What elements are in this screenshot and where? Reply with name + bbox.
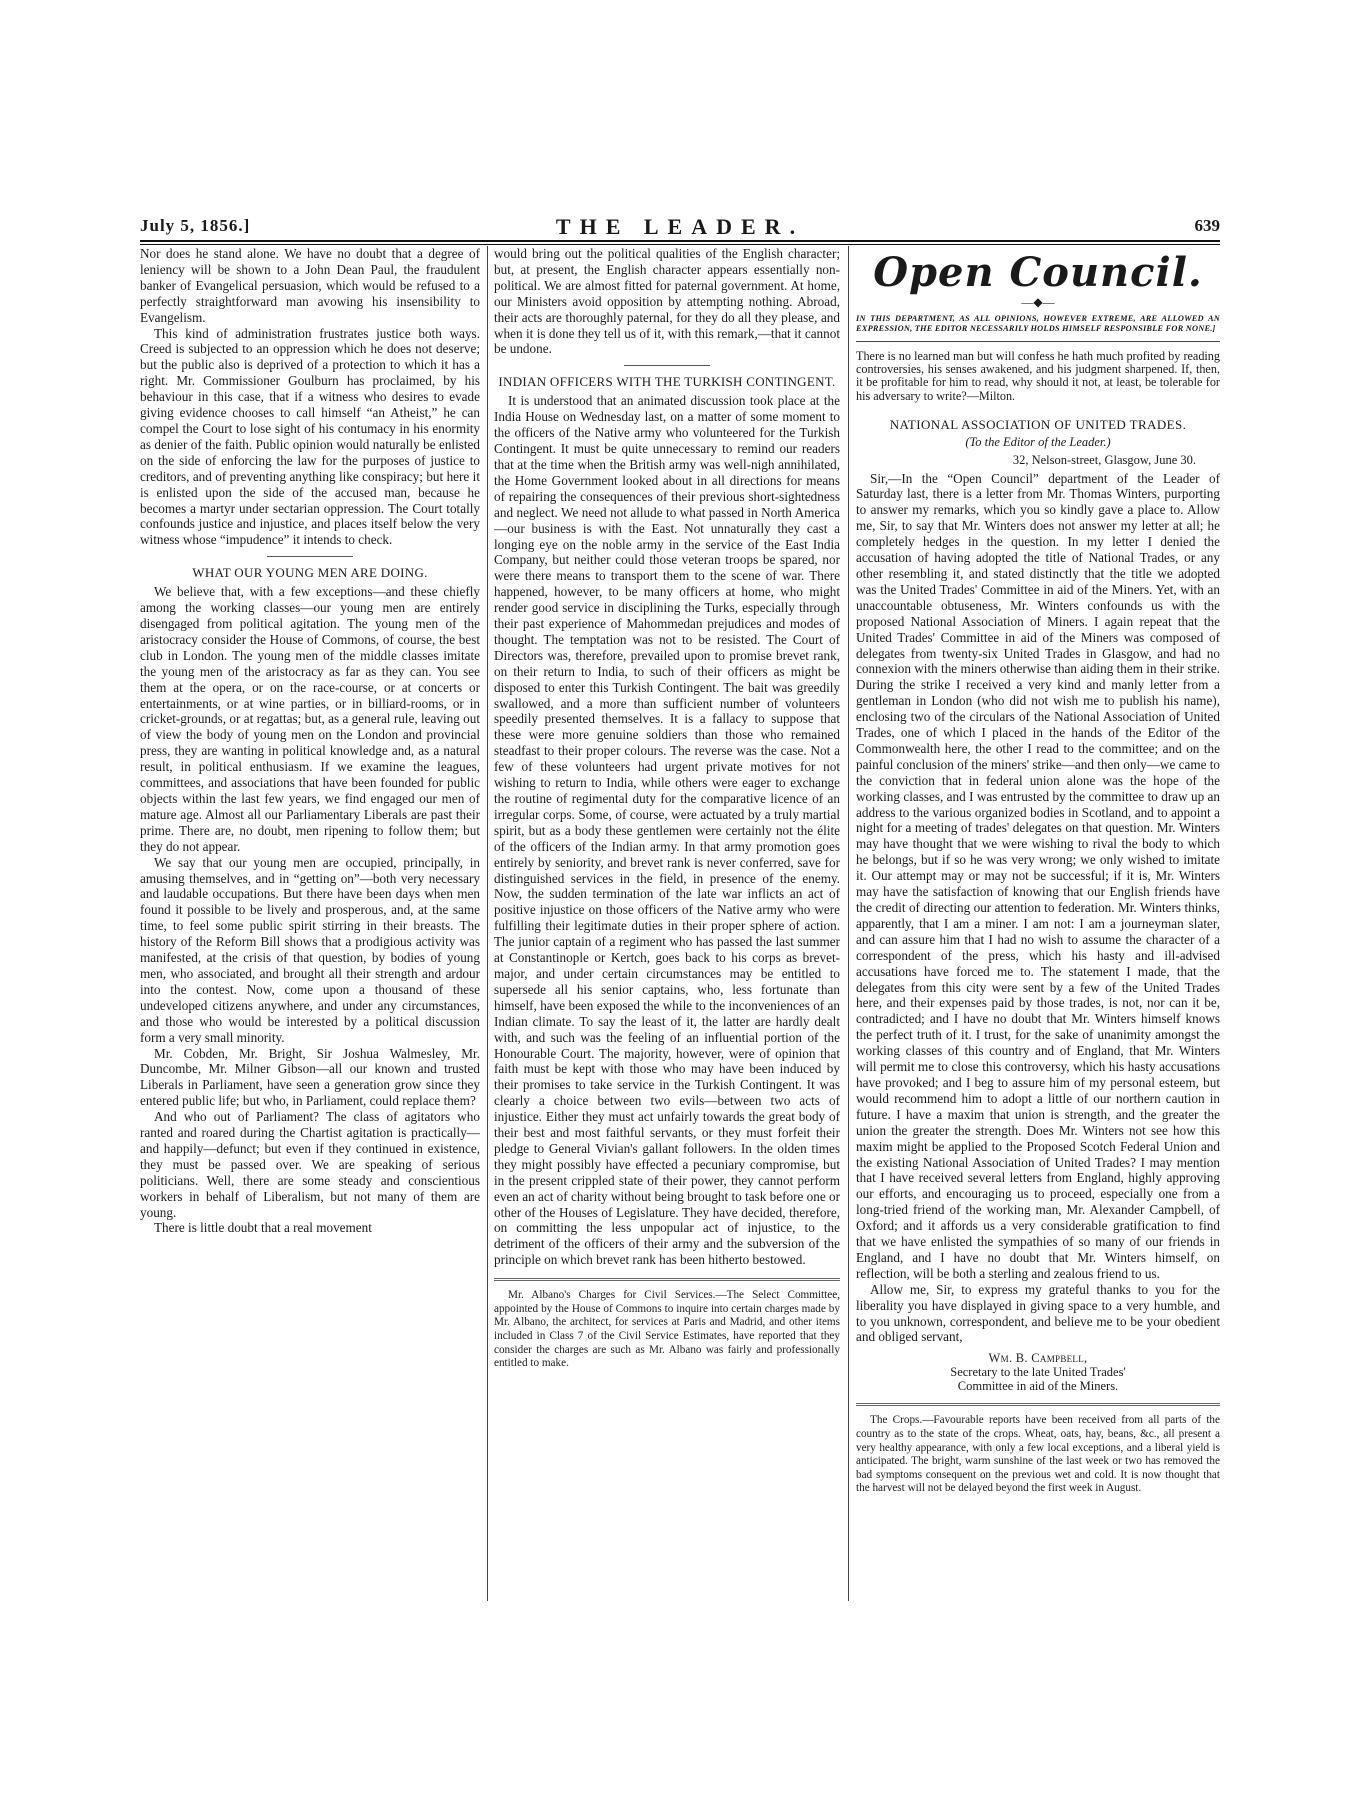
masthead-title: THE LEADER.: [555, 214, 805, 239]
section-separator: [856, 1403, 1220, 1406]
section-separator: [494, 1278, 840, 1281]
section-separator: [624, 365, 710, 366]
signature-name: Wm. B. Campbell,: [988, 1351, 1088, 1366]
signature: [856, 1351, 1220, 1393]
editorial-notice: IN THIS DEPARTMENT, AS ALL OPINIONS, HOWEVER EXTREME, ARE ALLOWED AN EXPRESSION, THE EDITOR NECESSARILY HOLDS HIMSELF RESPONSIBLE FOR NONE.]: [856, 314, 1220, 333]
column-1: [140, 246, 480, 1236]
paragraph: It is understood that an animated discussion took place at the India House on Wednesday last, on a matter of some moment to the officers of the Native army who volunteered for the Turkish Contingent. It must be quite unnecessary to remind our readers that at the time when the British army was well-nigh annihilated, the Home Government looked about in all directions for means of repairing the consequences of their previous short-sightedness and neglect. We need not allude to what passed in North America—our business is with the East. Not unnaturally they cast a longing eye on the noble army in the service of the East India Company, but neither could those veteran troops be spared, nor were there means to transport them to the scene of war. There happened, however, to be many officers at home, who might render good service in disciplining the Turks, especially through their past experience of Mahommedan prejudices and modes of thought. The temptation was not to be resisted. The Court of Directors was, therefore, prevailed upon to promise brevet rank, on their return to India, to such of their officers as might be disposed to enter this Turkish Contingent. The bait was greedily swallowed, and a more than sufficient number of volunteers speedily presented themselves. It is a fallacy to suppose that these were more genuine soldiers than those who remained steadfast to their proper colours. The reverse was the case. Not a few of these volunteers had urgent private motives for not wishing to return to India, while others were eager to exchange the routine of regimental duty for the comparative licence of an irregular corps. Some, of course, were actuated by a truly martial spirit, but as a body these gentlemen were certainly not the élite of the officers of the Indian army. In that army promotion goes entirely by seniority, and brevet rank is never conferred, save for distinguished services in the field, in presence of the enemy. Now, the sudden termination of the late war inflicts an act of positive injustice on those officers of the Native army who were fulfilling their legitimate duties in their proper sphere of action. The junior captain of a regiment who has passed the last summer at Constantinople or Kertch, goes back to his corps as brevet-major, and under certain circumstances may be entitled to supersede all his senior captains, who, less fortunate than himself, have been exposed the while to the inconveniences of an Indian climate. To say the least of it, the latter are hardly dealt with, and such was the feeling of an influential portion of the Honourable Court. The majority, however, were of opinion that faith must be kept with those who may have been induced by their promises to take service in the Turkish Contingent. It was clearly a choice between two evils—between two acts of injustice. Either they must act unfairly towards the great body of their best and most faithful servants, or they must forfeit their pledge to General Vivian's gallant followers. In the olden times they might possibly have effected a pecuniary compromise, but in the present crippled state of their power, they cannot perform even an act of charity without being brought to task before one or other of the Houses of Legislature. They have decided, therefore, on committing the less unpopular act of injustice, to the detriment of the officers of their army and the subversion of the principle on which brevet rank has been hitherto bestowed.: [494, 393, 840, 1268]
section-title: Open Council.: [873, 249, 1203, 296]
paragraph: The Crops.—Favourable reports have been received from all parts of the country as to the state of the crops. Wheat, oats, hay, beans, &c., all present a very healthy appearance, with only a few local exceptions, and a liberal yield is anticipated. The bright, warm sunshine of the last week or two has removed the bad symptoms consequent on the previous wet and cold. It is now thought that the harvest will not be delayed beyond the first week in August.: [856, 1414, 1220, 1495]
paragraph: There is little doubt that a real movement: [154, 1220, 372, 1236]
signature-title: Committee in aid of the Miners.: [957, 1379, 1119, 1394]
column-2: [494, 246, 840, 1371]
paragraph: Mr. Cobden, Mr. Bright, Sir Joshua Walmesley, Mr. Duncombe, Mr. Milner Gibson—all our known and trusted Liberals in Parliament, have seen a generation grow since they entered public life; but who, in Parliament, could replace them?: [140, 1045, 480, 1109]
paragraph: Nor does he stand alone. We have no doubt that a degree of leniency will be shown to a John Dean Paul, the fraudulent banker of Evangelical persuasion, which would be refused to a perfectly straightforward man avowing his insensibility to Evangelism.: [140, 246, 480, 325]
divider: [856, 341, 1220, 342]
ornament-divider: —◆—: [1021, 295, 1055, 309]
header-rule: [140, 240, 1220, 242]
paragraph: We say that our young men are occupied, principally, in amusing themselves, and in “getting on”—both very necessary and laudable occupations. But there have been days when men found it possible to be lively and prosperous, and, at the same time, to feel some public spirit stirring in their breasts. The history of the Reform Bill shows that a prodigious activity was manifested, at the crisis of that question, by bodies of young men, who associated, and brought all their strength and ardour into the contest. Now, come upon a thousand of these undeveloped citizens anywhere, and under any circumstances, and those who would be interested by a political discussion form a very small minority.: [140, 854, 480, 1045]
paragraph: This kind of administration frustrates justice both ways. Creed is subjected to an oppression which he does not deserve; but the public also is deprived of a protection to which it has a right. Mr. Commissioner Goulburn has proclaimed, by his behaviour in this case, that if a witness who desires to evade giving evidence chooses to call himself “an Atheist,” he can compel the Court to lose sight of his contumacy in his enormity as denier of the faith. Public opinion would naturally be enlisted on the side of enforcing the law for the purposes of justice to creditors, and of preventing anything like conspiracy; but here it is enlisted upon the side of the accused man, because he becomes a martyr under sectarian oppression. The Court totally confounds justice and injustice, and places itself below the very witness whose “impudence” it intends to check.: [140, 325, 480, 548]
column-divider: [848, 246, 849, 1601]
paragraph: would bring out the political qualities of the English character; but, at present, the English character appears essentially non-political. We are almost fitted for paternal government. At home, our Ministers avoid opposition by attempting nothing. Abroad, their acts are thoroughly paternal, for they do all they please, and when it is done they tell us of it, with this remark,—that it cannot be undone.: [494, 246, 840, 357]
issue-date: July 5, 1856.]: [140, 216, 251, 235]
article-heading: WHAT OUR YOUNG MEN ARE DOING.: [192, 565, 428, 581]
signature-title: Secretary to the late United Trades': [950, 1365, 1126, 1380]
article-heading: INDIAN OFFICERS WITH THE TURKISH CONTINGENT.: [498, 374, 836, 390]
paragraph: And who out of Parliament? The class of agitators who ranted and roared during the Chartist agitation is practically—and happily—defunct; but even if they continued in existence, they must be passed over. We are speaking of serious politicians. Well, there are some steady and conscientious workers in behalf of Liberalism, but not many of them are young.: [140, 1109, 480, 1220]
paragraph: Sir,—In the “Open Council” department of the Leader of Saturday last, there is a letter from Mr. Thomas Winters, purporting to answer my remarks, which you so kindly gave a place to. Allow me, Sir, to say that Mr. Winters does not answer my letter at all; he completely hedges in the question. In my letter I denied the accusation of having adopted the title of National Trades, or any other resembling it, and stated distinctly that the title we adopted was the United Trades' Committee in aid of the Miners. Yet, with an unaccountable obtuseness, Mr. Winters confounds us with the proposed National Association of Miners. I again repeat that the United Trades' Committee in aid of the Miners was composed of delegates from twenty-six United Trades in Glasgow, and had no connexion with the miners otherwise than aiding them in their strike. During the strike I received a very kind and manly letter from a gentleman in London (who did not wish me to publish his name), enclosing two of the circulars of the National Association of United Trades, one of which I placed in the hands of the Editor of the Commonwealth here, the other I read to the committee; and on the painful conclusion of the miners' strike—and then only—we came to the conviction that in federal union alone was the hope of the working classes, and I was entrusted by the committee to draw up an address to the various organized bodies in Scotland, and to appoint a night for a meeting of trades' delegates on that question. Mr. Winters may have thought that we were wishing to rival the body to which he belongs, but if so he was very wrong; we only wished to imitate it. Our attempt may or may not be successful; if it is, Mr. Winters may have the satisfaction of knowing that our English friends have the credit of directing our attention to federation. Mr. Winters thinks, apparently, that I am a miner. I am not: I am a journeyman slater, and can assure him that I had no wish to assume the character of a correspondent of the press, which his hasty and ill-advised accusations have forced me to. The statement I made, that the delegates from this city were sent by a few of the United Trades here, and their expenses paid by those trades, is not, nor can it be, contradicted; and I have no doubt that Mr. Winters himself knows the perfect truth of it. I trust, for the sake of unanimity amongst the working classes of this country and of England, that Mr. Winters will permit me to close this controversy, which his hasty accusations have provoked; and I beg to assure him of my personal esteem, but would recommend him to adopt a little of our northern caution in future. I have a maxim that union is strength, and the greater the union the greater the strength. Does Mr. Winters not see how this maxim might be applied to the Proposed Scotch Federal Union and the existing National Association of United Trades? I may mention that I have received several letters from England, highly approving our efforts, and encouraging us to proceed, especially one from a long-tried friend of the working man, Mr. Alexander Campbell, of Oxford; and it affords us a very considerable gratification to find that we have enlisted the sympathies of so many of our friends in England, and I have no doubt that Mr. Winters himself, on reflection, will be both a sterling and zealous friend to us.: [856, 470, 1220, 1281]
header-rule-thin: [140, 244, 1220, 245]
letter-heading: NATIONAL ASSOCIATION OF UNITED TRADES.: [889, 416, 1187, 432]
paragraph: Allow me, Sir, to express my grateful thanks to you for the liberality you have displayed in giving space to a very humble, and to you unknown, correspondent, and believe me to be your obedient and obliged servant,: [856, 1281, 1220, 1345]
column-3: [856, 246, 1220, 1496]
column-divider: [487, 246, 488, 1601]
letter-addressee: (To the Editor of the Leader.): [965, 434, 1111, 449]
section-separator: [267, 556, 353, 557]
paragraph: Mr. Albano's Charges for Civil Services.—The Select Committee, appointed by the House of Commons to inquire into certain charges made by Mr. Albano, the architect, for services at Paris and Madrid, and other items included in Class 7 of the Civil Service Estimates, have reported that they consider the charges are such as Mr. Albano was fairly and professionally entitled to make.: [494, 1289, 840, 1370]
motto: There is no learned man but will confess he hath much profited by reading controversies, his senses awakened, and his judgment sharpened. If, then, it be profitable for him to read, why should it not, at least, be tolerable for his adversary to write?—Milton.: [856, 349, 1220, 403]
paragraph: We believe that, with a few exceptions—and these chiefly among the working classes—our young men are entirely disengaged from political agitation. The young men of the aristocracy consider the House of Commons, of course, the best club in London. The young men of the middle classes imitate the young men of the aristocracy as far as they can. You see them at the opera, or on the race-course, or at concerts or entertainments, or at wine parties, or in billiard-rooms, or in cricket-grounds, or at regattas; but, as a general rule, leaving out of view the body of young men on the London and provincial press, they are wanting in political knowledge and, as a natural result, in political enthusiasm. If we examine the leagues, committees, and associations that have been founded for public objects within the last few years, we find engaged our men of mature age. Almost all our Parliamentary Liberals are past their prime. There are, no doubt, men ripening to follow them; but they do not appear.: [140, 584, 480, 854]
letter-address: 32, Nelson-street, Glasgow, June 30.: [1012, 452, 1196, 467]
page-header: [140, 214, 1220, 239]
page-number: 639: [1194, 216, 1220, 235]
